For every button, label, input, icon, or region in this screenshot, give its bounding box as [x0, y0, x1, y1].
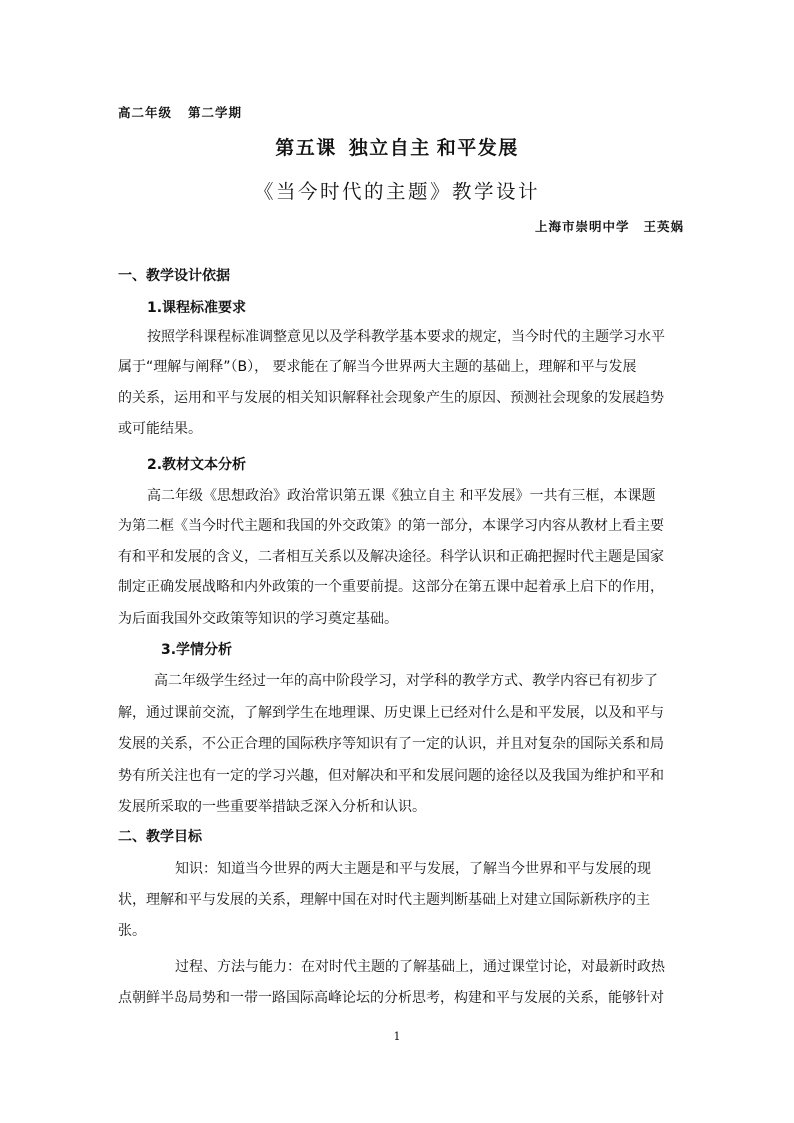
- sub3-line: 发展的关系，不公正合理的国际秩序等知识有了一定的认识，并且对复杂的国际关系和局: [118, 736, 664, 752]
- section2-heading: 二、教学目标: [118, 829, 202, 845]
- sub3-line: 发展所采取的一些重要举措缺乏深入分析和认识。: [118, 799, 426, 815]
- author-line: [535, 217, 684, 235]
- objective-process-line: 过程、方法与能力：在对时代主题的了解基础上，通过课堂讨论，对最新时政热: [175, 959, 665, 975]
- teacher-name: 王英娲: [643, 219, 684, 234]
- sub3-line: 势有所关注也有一定的学习兴趣，但对解决和平和发展问题的途径以及我国为维护和平和: [118, 768, 664, 784]
- sub2-line: 为后面我国外交政策等知识的学习奠定基础。: [118, 611, 398, 627]
- section1-heading: 一、教学设计依据: [118, 268, 230, 284]
- lesson-name-part2: 和平发展: [436, 137, 519, 159]
- grade-label: 高二年级: [118, 105, 173, 120]
- sub2-line: 制定正确发展战略和内外政策的一个重要前提。这部分在第五课中起着承上启下的作用，: [118, 579, 664, 595]
- sub2-line: 高二年级《思想政治》政治常识第五课《独立自主 和平发展》一共有三框，本课题: [147, 488, 656, 504]
- sub1-line: 或可能结果。: [118, 421, 202, 437]
- sub1-heading: 1.课程标准要求: [147, 300, 247, 316]
- lesson-title: [0, 133, 794, 160]
- semester-label: 第二学期: [188, 105, 243, 120]
- sub3-line: 解，通过课前交流，了解到学生在地理课、历史课上已经对什么是和平发展，以及和平与: [118, 705, 664, 721]
- grade-semester-label: [118, 103, 242, 121]
- objective-knowledge-line: 状，理解和平与发展的关系，理解中国在对时代主题判断基础上对建立国际新秩序的主: [118, 892, 650, 908]
- sub1-line: 按照学科课程标准调整意见以及学科教学基本要求的规定，当今时代的主题学习水平: [147, 329, 665, 345]
- sub3-line: 高二年级学生经过一年的高中阶段学习，对学科的教学方式、教学内容已有初步了: [154, 673, 658, 689]
- sub1-line: 属于“理解与阐释”（B）， 要求能在了解当今世界两大主题的基础上，理解和平与发展: [118, 359, 637, 375]
- sub2-line: 为第二框《当今时代主题和我国的外交政策》的第一部分，本课学习内容从教材上看主要: [118, 518, 664, 534]
- sub2-line: 有和平和发展的含义，二者相互关系以及解决途径。科学认识和正确把握时代主题是国家: [118, 549, 664, 565]
- page-number: 1: [393, 1030, 401, 1043]
- sub1-line: 的关系，运用和平与发展的相关知识解释社会现象产生的原因、预测社会现象的发展趋势: [118, 390, 664, 406]
- document-subtitle: 《当今时代的主题》教学设计: [253, 180, 540, 203]
- objective-process-line: 点朝鲜半岛局势和一带一路国际高峰论坛的分析思考，构建和平与发展的关系，能够针对: [118, 990, 664, 1006]
- school-name: 上海市崇明中学: [534, 219, 630, 234]
- sub3-heading: 3.学情分析: [161, 642, 233, 658]
- lesson-name-part1: 独立自主: [348, 137, 431, 159]
- lesson-number: 第五课: [275, 137, 337, 159]
- sub2-heading: 2.教材文本分析: [147, 457, 247, 473]
- objective-knowledge-line: 知识：知道当今世界的两大主题是和平与发展，了解当今世界和平与发展的现: [175, 861, 651, 877]
- objective-knowledge-line: 张。: [118, 923, 146, 939]
